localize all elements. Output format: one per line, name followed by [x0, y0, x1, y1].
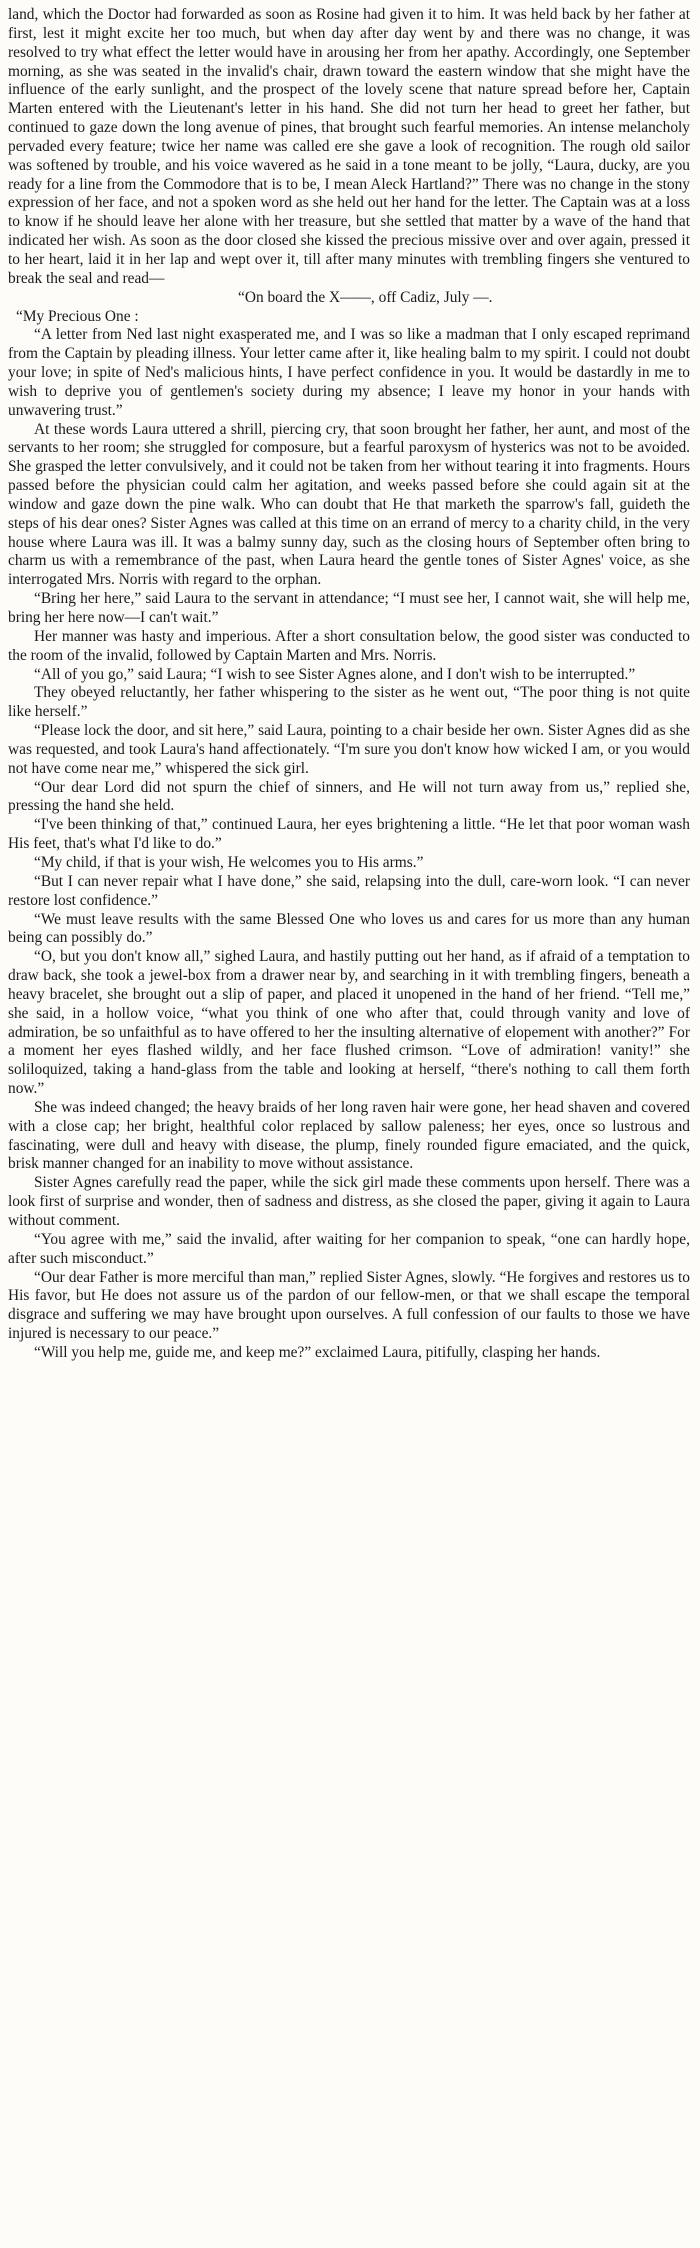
paragraph: “Will you help me, guide me, and keep me?” exclaimed Laura, pitifully, clasping her hands.: [34, 1343, 601, 1361]
paragraph: “Our dear Father is more merciful than man,” replied Sister Agnes, slowly. “He forgives and restores us to His favor, but He does not assure us of the pardon of our fellow-men, or that we shall escape the temporal disgrace and suffering we may have brought upon ourselves. A full confession of our faults to those we have injured is necessary to our peace.”: [8, 1268, 690, 1343]
paragraph: They obeyed reluctantly, her father whispering to the sister as he went out, “The poor thing is not quite like herself.”: [8, 684, 690, 721]
paragraph: “We must leave results with the same Blessed One who loves us and cares for us more than any human being can possibly do.”: [8, 910, 690, 947]
paragraph: Sister Agnes carefully read the paper, while the sick girl made these comments upon herself. There was a look first of surprise and wonder, then of sadness and distress, as she closed the paper, giving it again to Laura without comment.: [8, 1174, 690, 1229]
paragraph: “All of you go,” said Laura; “I wish to see Sister Agnes alone, and I don't wish to be interrupted.”: [34, 665, 636, 683]
paragraph: At these words Laura uttered a shrill, piercing cry, that soon brought her father, her aunt, and most of the servants to her room; she struggled for composure, but a fearful paroxysm of hysterics was not to be avoided. She grasped the letter convulsively, and it could not be taken from her without tearing it into fragments. Hours passed before the physician could calm her agitation, and weeks passed before she could again sit at the window and gaze down the pine walk. Who can doubt that He that marketh the sparrow's fall, guideth the steps of his dear ones? Sister Agnes was called at this time on an errand of mercy to a charity child, in the very house where Laura was ill. It was a balmy sunny day, such as the closing hours of September often bring to charm us with a remembrance of the past, when Laura heard the gentle tones of Sister Agnes' voice, as she interrogated Mrs. Norris with regard to the orphan.: [8, 420, 690, 589]
letter-salutation: “My Precious One :: [16, 307, 139, 325]
paragraph: She was indeed changed; the heavy braids of her long raven hair were gone, her head shaven and covered with a close cap; her bright, healthful color replaced by sallow paleness; her eyes, once so lustrous and fascinating, were dull and heavy with disease, the plump, finely rounded figure emaciated, and the quick, brisk manner changed for an inability to move without assistance.: [8, 1098, 690, 1173]
paragraph: “Our dear Lord did not spurn the chief of sinners, and He will not turn away from us,” replied she, pressing the hand she held.: [8, 778, 690, 815]
paragraph: “I've been thinking of that,” continued Laura, her eyes brightening a little. “He let that poor woman wash His feet, that's what I'd like to do.”: [8, 816, 690, 853]
paragraph: “My child, if that is your wish, He welcomes you to His arms.”: [34, 853, 424, 871]
letter-dateline: “On board the X——, off Cadiz, July —.: [238, 288, 493, 306]
paragraph: “Bring her here,” said Laura to the servant in attendance; “I must see her, I cannot wait, she will help me, bring her here now—I can't wait.”: [8, 590, 690, 626]
paragraph: Her manner was hasty and imperious. After a short consultation below, the good sister was conducted to the room of the invalid, followed by Captain Marten and Mrs. Norris.: [8, 627, 690, 664]
paragraph: “O, but you don't know all,” sighed Laura, and hastily putting out her hand, as if afraid of a temptation to draw back, she took a jewel-box from a drawer near by, and searching in it with trembling fingers, beneath a heavy bracelet, she brought out a slip of paper, and placed it unopened in the hand of her friend. “Tell me,” she said, in a hollow voice, “what you think of one who after that, could through vanity and love of admiration, be so unfaithful as to have offered to her the insulting alternative of elopement with another?” For a moment her eyes flashed wildly, and her face flushed crimson. “Love of admiration! vanity!” she soliloquized, taking a hand-glass from the table and looking at herself, “there's nothing to call them forth now.”: [8, 948, 690, 1098]
paragraph: “Please lock the door, and sit here,” said Laura, pointing to a chair beside her own. Sister Agnes did as she was requested, and took Laura's hand affectionately. “I'm sure you don't know how wicked I am, or you would not have come near me,” whispered the sick girl.: [8, 722, 690, 777]
paragraph: “But I can never repair what I have done,” she said, relapsing into the dull, care-worn look. “I can never restore lost confidence.”: [8, 872, 690, 909]
article-body: [8, 6, 690, 1363]
paragraph: “A letter from Ned last night exasperated me, and I was so like a madman that I only escaped reprimand from the Captain by pleading illness. Your letter came after it, like healing balm to my spirit. I could not doubt your love; in spite of Ned's malicious hints, I have perfect confidence in you. It would be dastardly in me to wish to deprive you of gentlemen's society during my absence; I leave my honor in your hands with unwavering trust.”: [8, 326, 690, 419]
paragraph: land, which the Doctor had forwarded as soon as Rosine had given it to him. It was held back by her father at first, lest it might excite her too much, but when day after day went by and there was no change, it was resolved to try what effect the letter would have in arousing her from her apathy. Accordingly, one September morning, as she was seated in the invalid's chair, drawn toward the eastern window that she might have the influence of the early sunlight, and the prospect of the lovely scene that nature spread before her, Captain Marten entered with the Lieutenant's letter in his hand. She did not turn her head to greet her father, but continued to gaze down the long avenue of pines, that brought such fearful memories. An intense melancholy pervaded every feature; twice her name was called ere she gave a look of recognition. The rough old sailor was softened by trouble, and his voice wavered as he said in a tone meant to be jolly, “Laura, ducky, are you ready for a line from the Commodore that is to be, I mean Aleck Hartland?” There was no change in the stony expression of her face, and not a spoken word as she held out her hand for the letter. The Captain was at a loss to know if he should leave her alone with her treasure, but she settled that matter by a wave of the hand that indicated her wish. As soon as the door closed she kissed the precious missive over and over again, pressed it to her heart, laid it in her lap and wept over it, till after many minutes with trembling fingers she ventured to break the seal and read—: [8, 6, 690, 287]
paragraph: “You agree with me,” said the invalid, after waiting for her companion to speak, “one can hardly hope, after such misconduct.”: [8, 1230, 690, 1267]
